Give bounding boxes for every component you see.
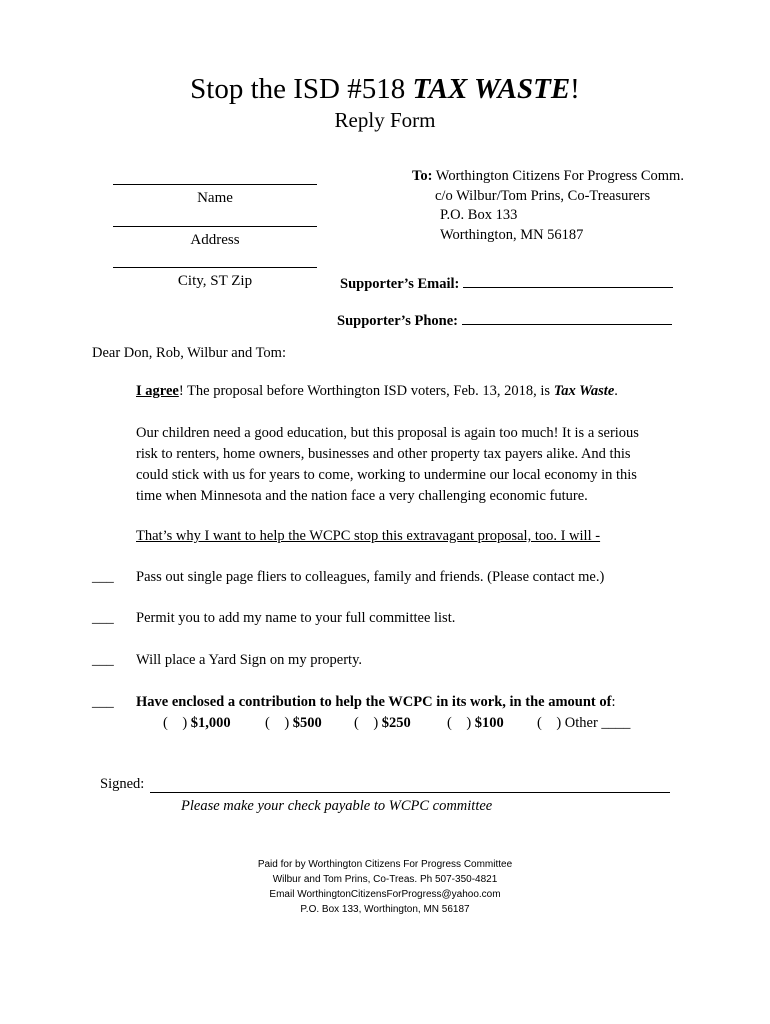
footer-line: Email WorthingtonCitizensForProgress@yahoo.com [269, 889, 501, 900]
agree-text: ! The proposal before Worthington ISD voters, Feb. 13, 2018, is [178, 383, 554, 399]
footer-line: Paid for by Worthington Citizens For Progress Committee [257, 859, 513, 870]
supporter-email-row [340, 273, 673, 293]
amount-option-500[interactable]: ( ) $500 [265, 715, 322, 731]
option-checkbox-blank[interactable]: ___ [92, 569, 114, 585]
recipient-line: Worthington, MN 56187 [440, 226, 584, 243]
salutation: Dear Don, Rob, Wilbur and Tom: [92, 345, 286, 361]
letter-body-line: risk to renters, home owners, businesses and other property tax payers alike. And this [136, 446, 631, 462]
option-fliers: Pass out single page fliers to colleagues, family and friends. (Please contact me.) [136, 569, 605, 585]
recipient-line: P.O. Box 133 [440, 207, 518, 223]
contribution-text: Have enclosed a contribution to help the WCPC in its work, in the amount of [136, 694, 612, 710]
agree-text-end: . [614, 383, 618, 399]
letter-body [136, 423, 676, 507]
city-state-zip-label: City, ST Zip [177, 273, 253, 289]
supporter-email-label: Supporter’s Email: [340, 276, 460, 292]
page-title [0, 70, 770, 108]
amount-option-100[interactable]: ( ) $100 [447, 715, 504, 731]
amount-option-other[interactable]: ( ) Other ____ [537, 715, 631, 731]
contribution-colon: : [611, 694, 616, 710]
option-checkbox-blank[interactable]: ___ [92, 652, 114, 668]
option-contribution [136, 694, 615, 711]
recipient-org: Worthington Citizens For Progress Comm. [435, 168, 684, 184]
amount-option-1000[interactable]: ( ) $1,000 [163, 715, 231, 731]
supporter-phone-row [337, 310, 672, 330]
paid-for-footer [0, 857, 770, 917]
signature-field-line[interactable] [150, 792, 670, 793]
title-prefix: Stop the ISD #518 [190, 73, 413, 105]
name-label: Name [197, 190, 233, 206]
title-suffix: ! [570, 73, 580, 105]
tax-waste-emphasis: Tax Waste [553, 383, 615, 399]
footer-line: P.O. Box 133, Worthington, MN 56187 [300, 904, 470, 915]
check-payable-note: Please make your check payable to WCPC committee [181, 798, 493, 814]
recipient-line [412, 167, 684, 187]
address-field-line[interactable] [113, 226, 317, 227]
supporter-email-field[interactable] [463, 273, 673, 288]
footer-line: Wilbur and Tom Prins, Co-Treas. Ph 507-350-4821 [272, 874, 498, 885]
supporter-phone-field[interactable] [462, 310, 672, 325]
amount-option-250[interactable]: ( ) $250 [354, 715, 411, 731]
to-label: To: [412, 168, 433, 184]
letter-body-line: could stick with us for years to come, working to undermine our local economy in this [136, 467, 637, 483]
signature-row [100, 776, 144, 793]
signed-label: Signed: [100, 776, 145, 792]
recipient-line: c/o Wilbur/Tom Prins, Co-Treasurers [435, 187, 651, 204]
agree-statement [136, 381, 676, 402]
agree-label: I agree [136, 383, 179, 399]
title-emphasis: TAX WASTE [412, 73, 571, 105]
address-label: Address [190, 232, 240, 248]
call-to-action: That’s why I want to help the WCPC stop this extravagant proposal, too. I will - [136, 528, 601, 544]
recipient-address [412, 167, 684, 245]
letter-body-line: time when Minnesota and the nation face a very challenging economic future. [136, 488, 588, 504]
name-field-line[interactable] [113, 184, 317, 185]
city-state-zip-field-line[interactable] [113, 267, 317, 268]
page-subtitle: Reply Form [334, 108, 436, 132]
supporter-phone-label: Supporter’s Phone: [337, 313, 458, 329]
option-checkbox-blank[interactable]: ___ [92, 610, 114, 626]
option-yard-sign: Will place a Yard Sign on my property. [136, 652, 363, 668]
option-checkbox-blank[interactable]: ___ [92, 694, 114, 710]
letter-body-line: Our children need a good education, but this proposal is again too much! It is a serious [136, 425, 639, 441]
option-committee-list: Permit you to add my name to your full committee list. [136, 610, 456, 626]
